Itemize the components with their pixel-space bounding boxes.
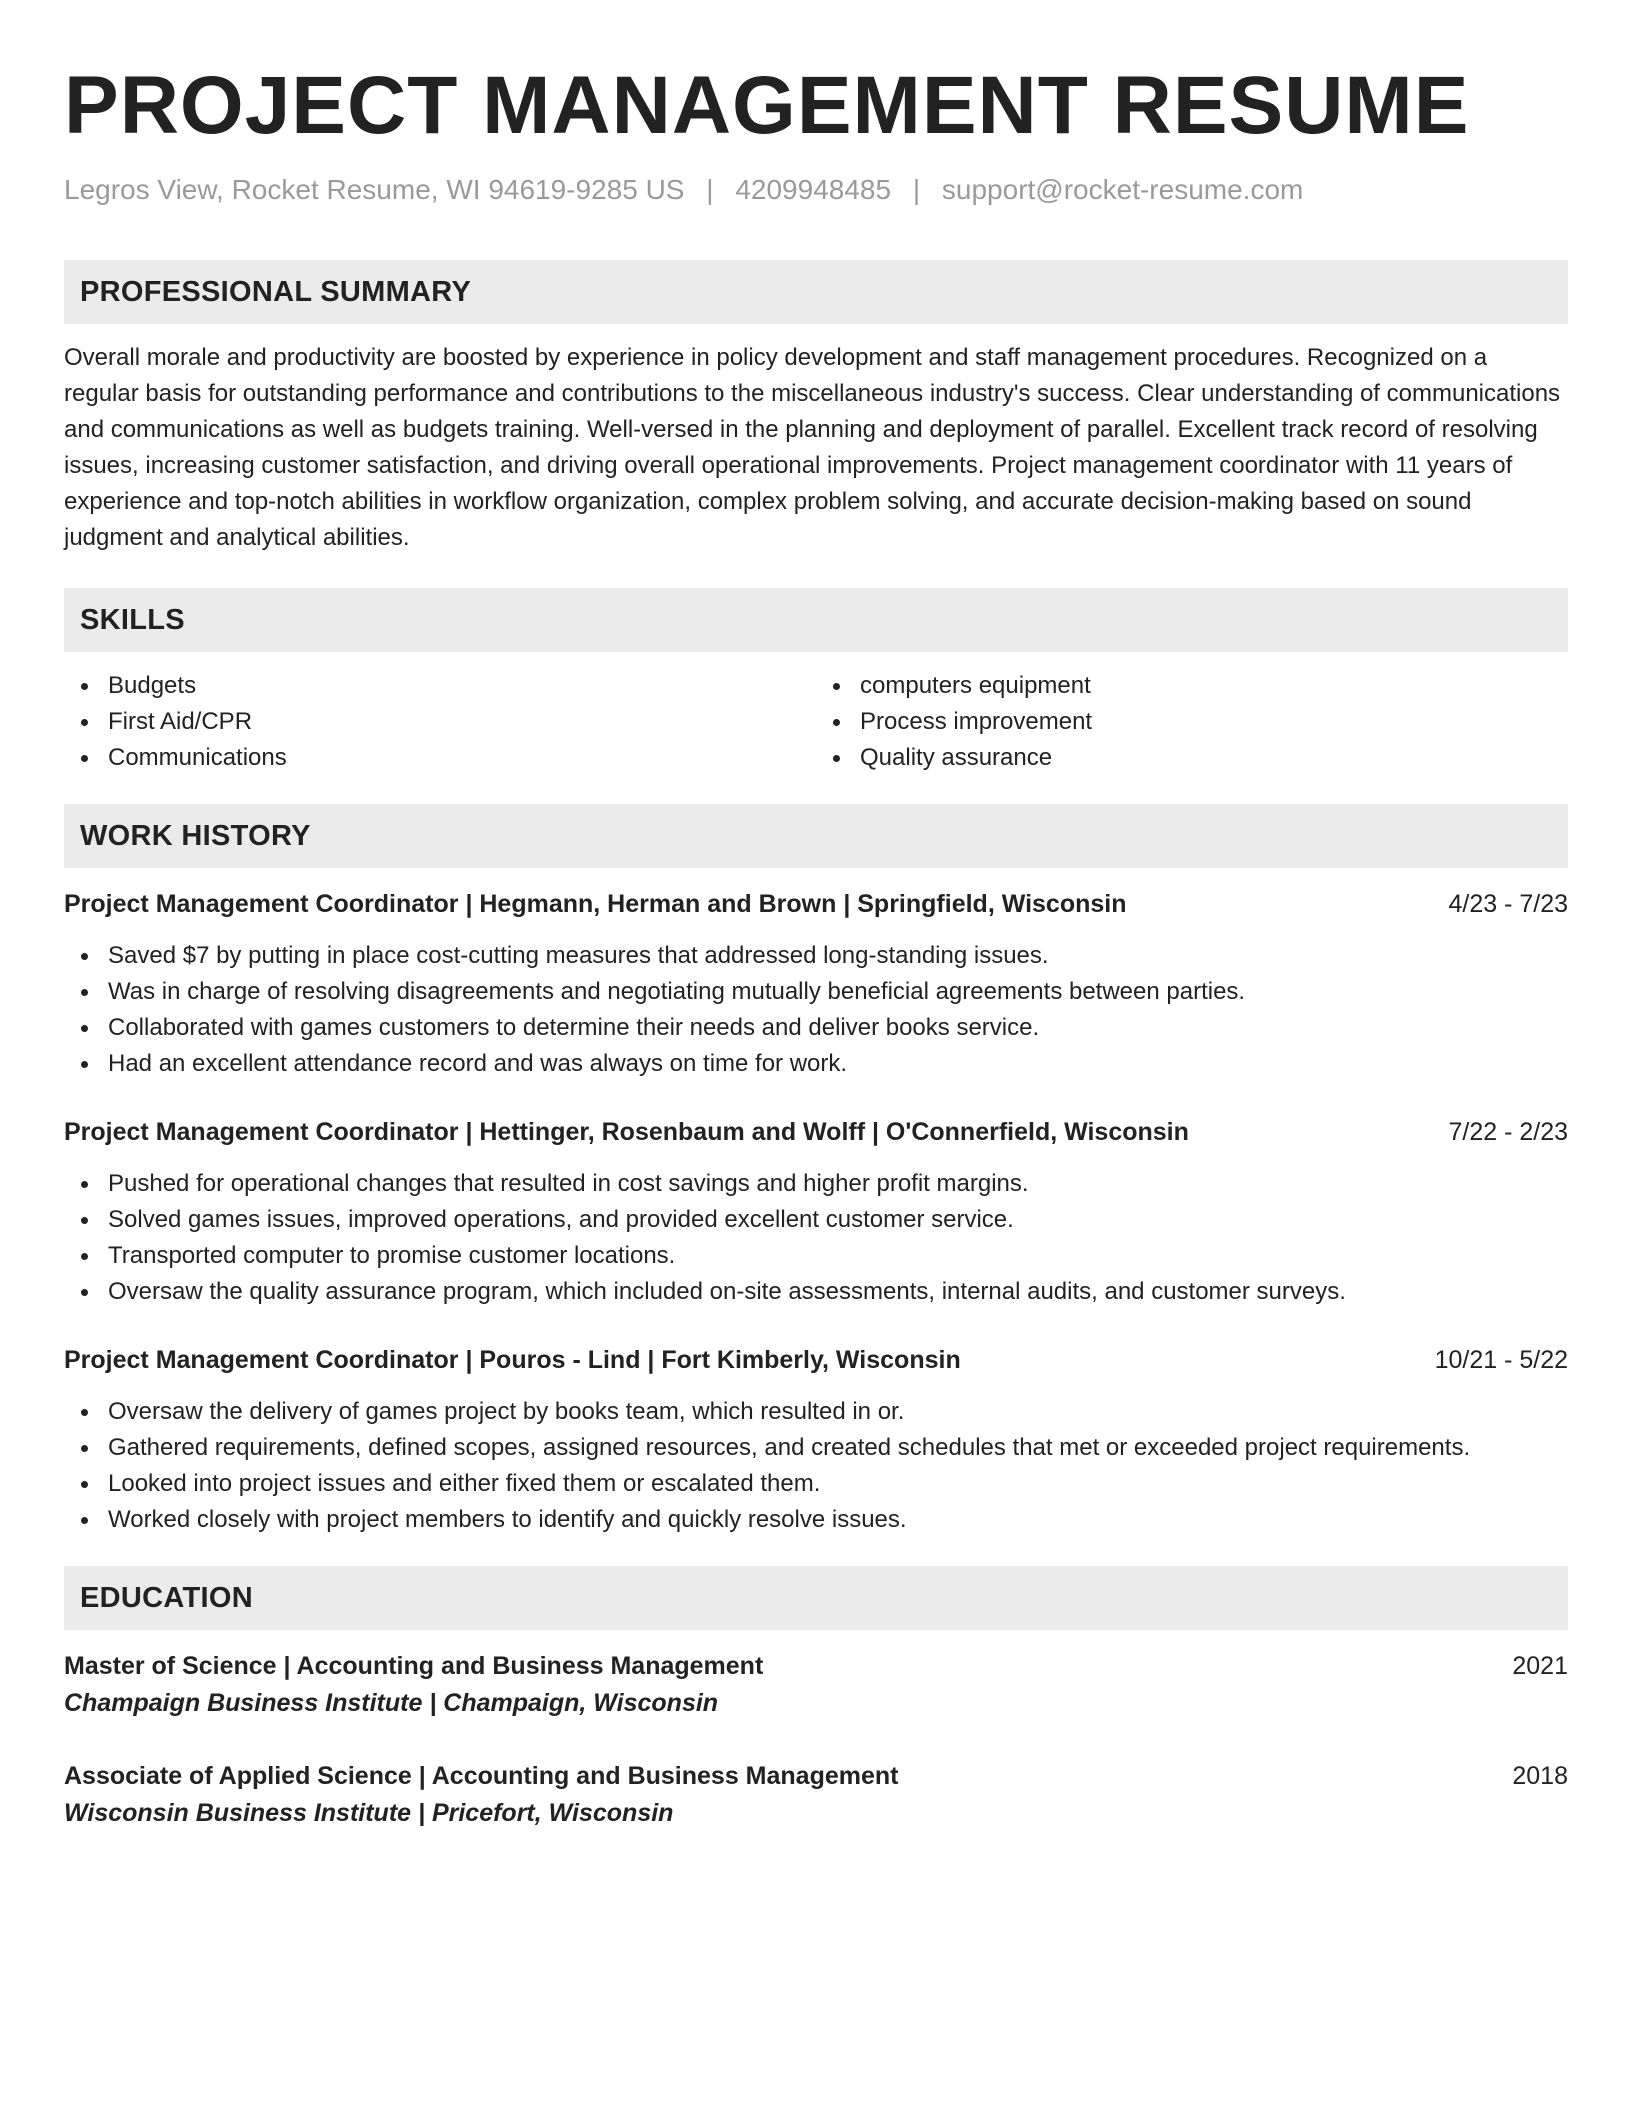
education-year: 2018 [1512,1762,1568,1790]
job-bullets [64,938,1568,1082]
contact-email: support@rocket-resume.com [941,174,1304,205]
skill-item: First Aid/CPR [64,704,816,740]
work-history-heading: WORK HISTORY [64,804,1568,868]
job-title: Project Management Coordinator | Pouros - Lind | Fort Kimberly, Wisconsin [64,1346,961,1374]
job-dates: 4/23 - 7/23 [1448,890,1568,918]
skills-column-left [64,668,816,776]
education-header [64,1648,1568,1684]
skills-heading: SKILLS [64,588,1568,652]
job-bullets [64,1166,1568,1310]
job-bullet: Transported computer to promise customer locations. [64,1238,1568,1274]
education-school: Champaign Business Institute | Champaign, Wisconsin [64,1689,719,1717]
job-entry [64,1114,1568,1310]
education-entry [64,1758,1568,1832]
job-title: Project Management Coordinator | Hettinger, Rosenbaum and Wolff | O'Connerfield, Wisconsin [64,1118,1189,1146]
job-entry [64,886,1568,1082]
skill-item: Communications [64,740,816,776]
skills-column-right [816,668,1568,776]
job-bullet: Oversaw the quality assurance program, which included on-site assessments, internal audits, and customer surveys. [64,1274,1568,1310]
education-year: 2021 [1512,1652,1568,1680]
job-bullet: Had an excellent attendance record and was always on time for work. [64,1046,1568,1082]
education-entry [64,1648,1568,1722]
job-bullet: Looked into project issues and either fixed them or escalated them. [64,1466,1568,1502]
job-bullet: Was in charge of resolving disagreements and negotiating mutually beneficial agreements between parties. [64,974,1568,1010]
skill-item: Process improvement [816,704,1568,740]
job-header [64,1342,1568,1378]
contact-separator: | [706,174,714,205]
summary-heading: PROFESSIONAL SUMMARY [64,260,1568,324]
job-bullet: Collaborated with games customers to determine their needs and deliver books service. [64,1010,1568,1046]
resume-title: PROJECT MANAGEMENT RESUME [64,60,1470,151]
summary-text: Overall morale and productivity are boosted by experience in policy development and staff management procedures. Recognized on a regular basis for outstanding performance and contributions to the miscellaneous industry's success. Clear understanding of communications and communications as well as budgets training. Well-versed in the planning and deployment of parallel. Excellent track record of resolving issues, increasing customer satisfaction, and driving overall operational improvements. Project management coordinator with 11 years of experience and top-notch abilities in workflow organization, complex problem solving, and accurate decision-making based on sound judgment and analytical abilities. [64,344,1561,551]
job-title: Project Management Coordinator | Hegmann, Herman and Brown | Springfield, Wisconsin [64,890,1127,918]
skill-item: Budgets [64,668,816,704]
skill-item: computers equipment [816,668,1568,704]
job-bullet: Saved $7 by putting in place cost-cutting measures that addressed long-standing issues. [64,938,1568,974]
job-bullets [64,1394,1568,1538]
education-school: Wisconsin Business Institute | Pricefort, Wisconsin [64,1799,674,1827]
job-bullet: Pushed for operational changes that resulted in cost savings and higher profit margins. [64,1166,1568,1202]
job-bullet: Solved games issues, improved operations, and provided excellent customer service. [64,1202,1568,1238]
skills-list [64,668,1568,776]
job-dates: 10/21 - 5/22 [1434,1346,1568,1374]
job-bullet: Gathered requirements, defined scopes, assigned resources, and created schedules that met or exceeded project requirements. [64,1430,1568,1466]
job-bullet: Worked closely with project members to identify and quickly resolve issues. [64,1502,1568,1538]
contact-address: Legros View, Rocket Resume, WI 94619-9285 US [64,174,685,205]
job-dates: 7/22 - 2/23 [1448,1118,1568,1146]
job-entry [64,1342,1568,1538]
education-heading: EDUCATION [64,1566,1568,1630]
contact-separator: | [912,174,921,205]
job-header [64,1114,1568,1150]
education-degree: Master of Science | Accounting and Business Management [64,1652,764,1680]
job-bullet: Oversaw the delivery of games project by books team, which resulted in or. [64,1394,1568,1430]
education-degree: Associate of Applied Science | Accounting and Business Management [64,1762,899,1790]
contact-phone: 4209948485 [735,174,892,205]
contact-line [64,172,1568,208]
education-header [64,1758,1568,1794]
job-header [64,886,1568,922]
skill-item: Quality assurance [816,740,1568,776]
